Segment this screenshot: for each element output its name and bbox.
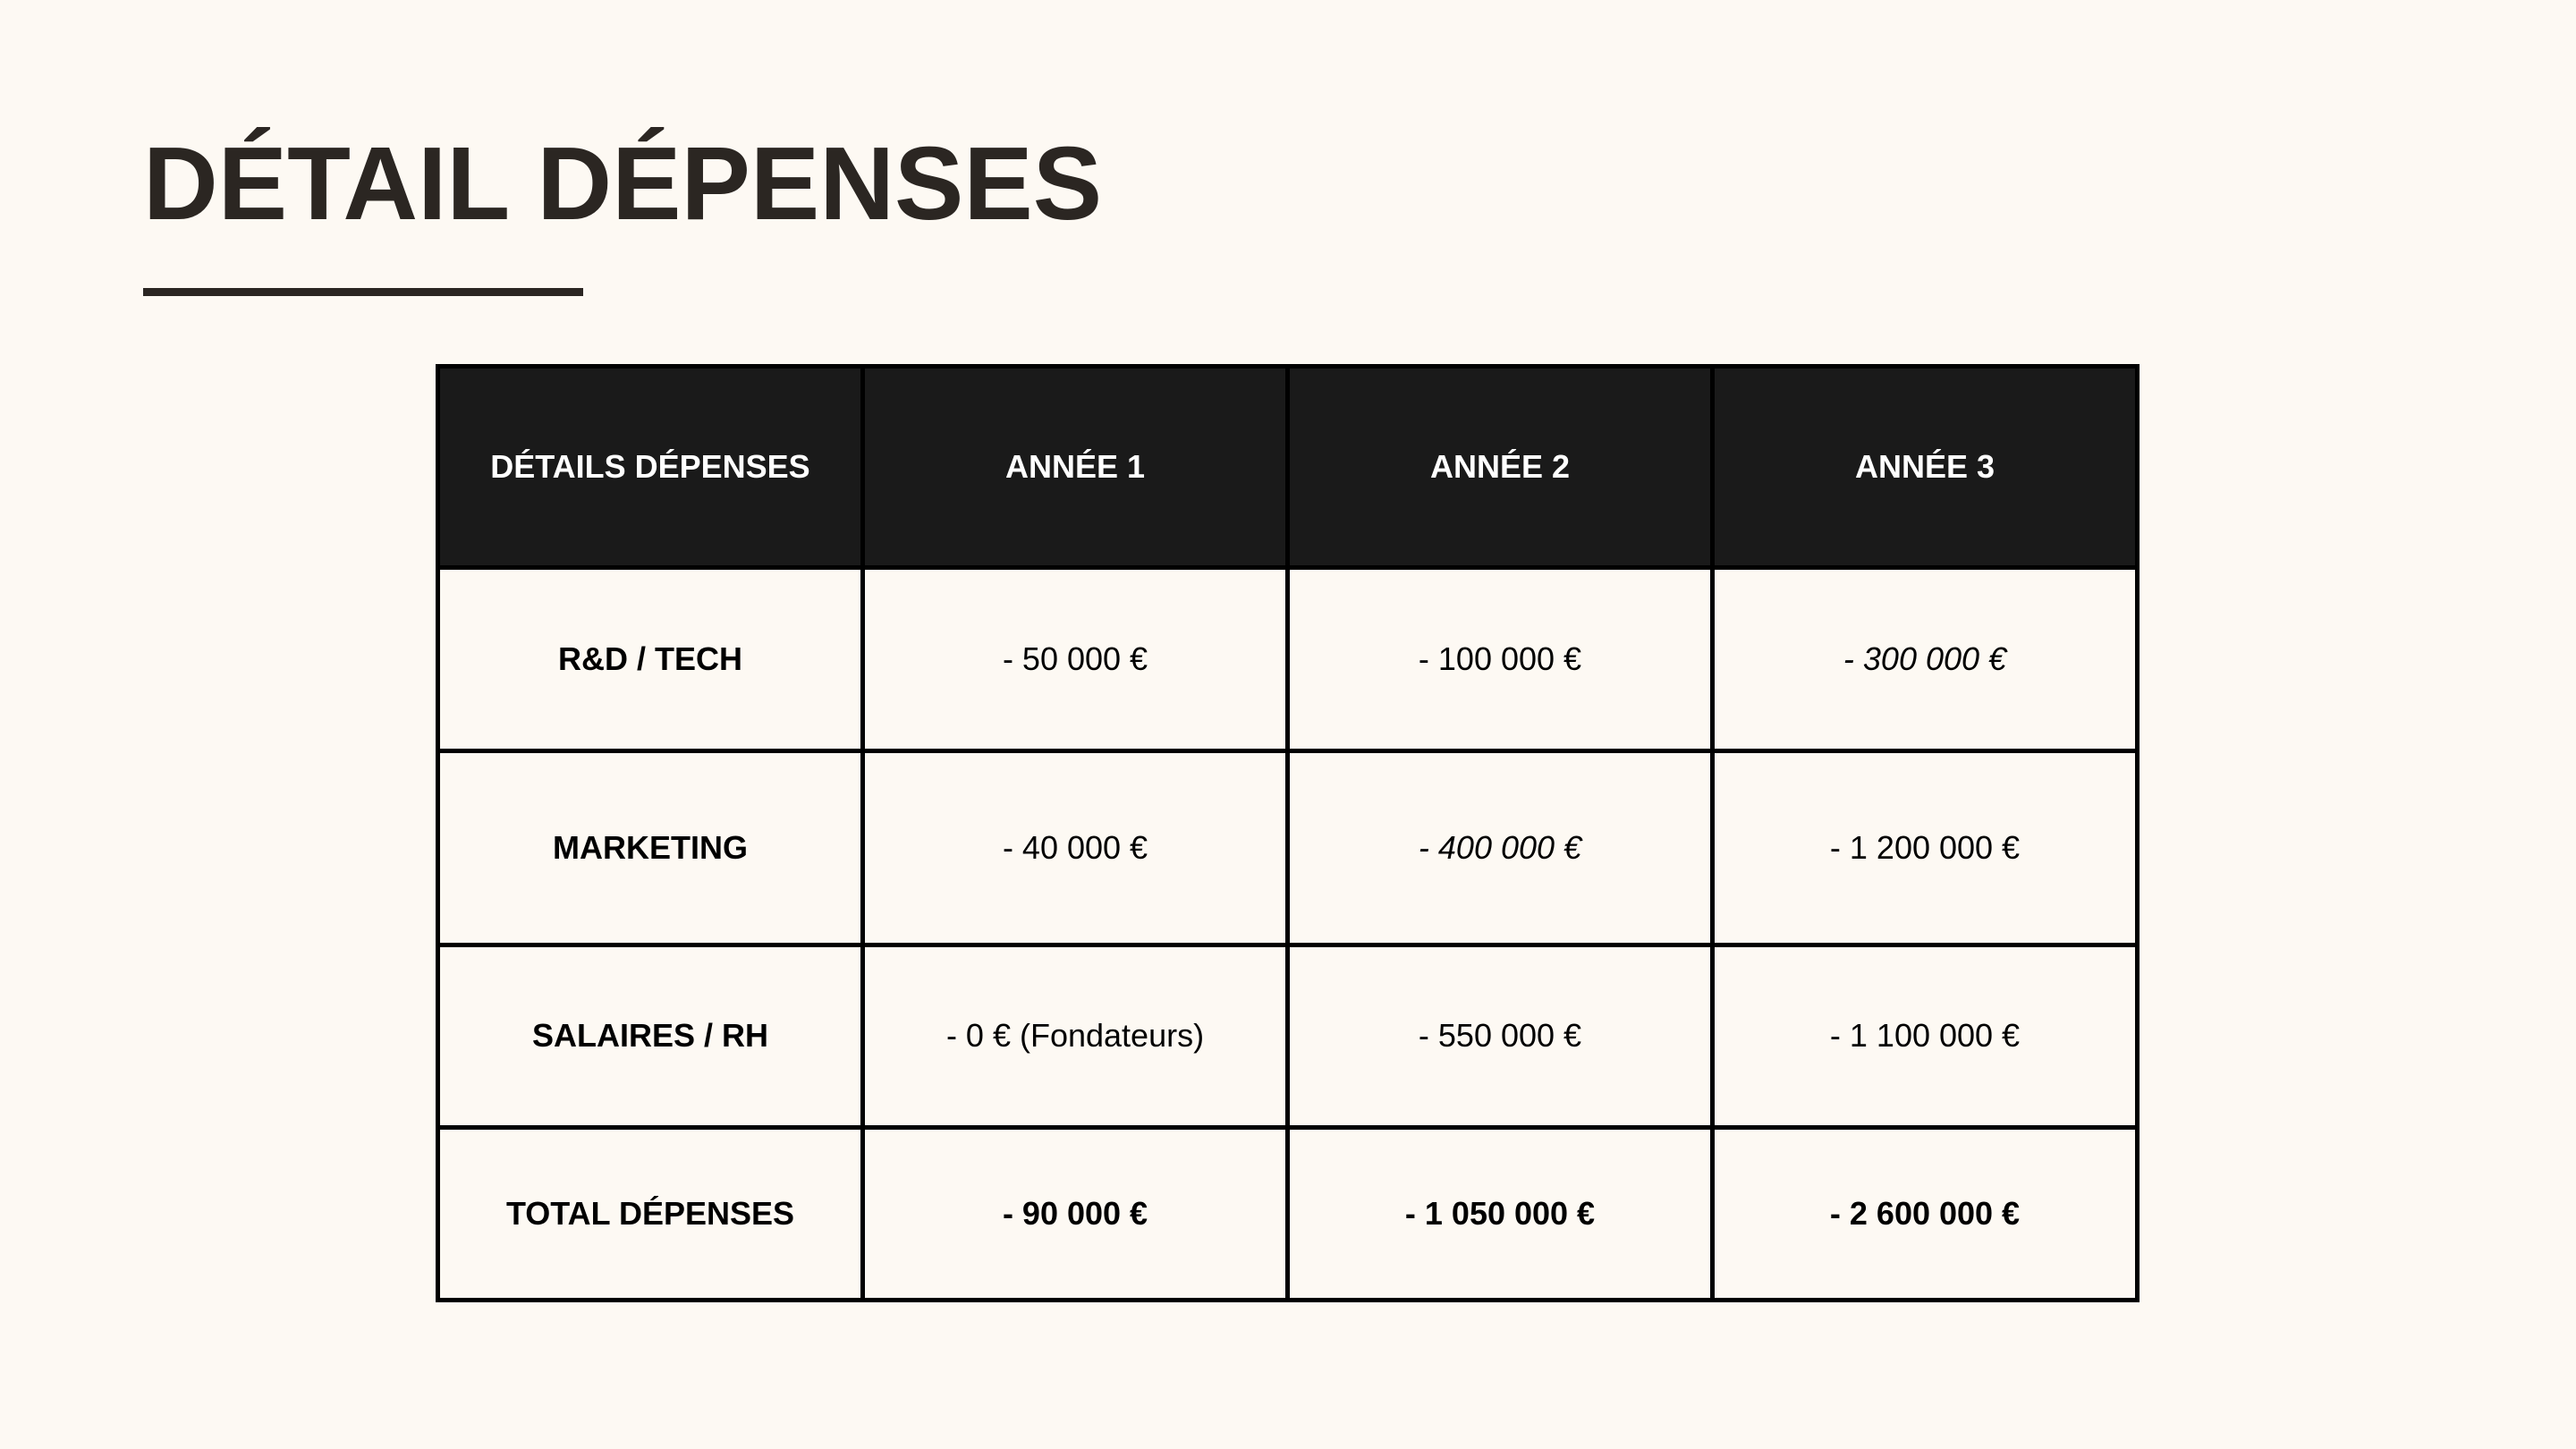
row-label-salaires-rh: SALAIRES / RH: [438, 945, 863, 1128]
table-cell: - 1 100 000 €: [1713, 945, 2138, 1128]
table-cell-total: - 1 050 000 €: [1288, 1127, 1713, 1300]
table-cell: - 400 000 €: [1288, 751, 1713, 945]
table-cell: - 0 € (Fondateurs): [863, 945, 1288, 1128]
expense-table: [436, 364, 2140, 1302]
table-row-total: [438, 1127, 2138, 1300]
table-cell-total: - 90 000 €: [863, 1127, 1288, 1300]
table-cell: - 300 000 €: [1713, 567, 2138, 751]
table-cell-total: - 2 600 000 €: [1713, 1127, 2138, 1300]
table-cell: - 50 000 €: [863, 567, 1288, 751]
row-label-marketing: MARKETING: [438, 751, 863, 945]
header-year-1: ANNÉE 1: [863, 367, 1288, 568]
row-label-rd-tech: R&D / TECH: [438, 567, 863, 751]
title-underline: [143, 288, 583, 296]
table-row: [438, 751, 2138, 945]
table-cell: - 40 000 €: [863, 751, 1288, 945]
table-row: [438, 567, 2138, 751]
table-cell: - 550 000 €: [1288, 945, 1713, 1128]
header-details: DÉTAILS DÉPENSES: [438, 367, 863, 568]
header-year-2: ANNÉE 2: [1288, 367, 1713, 568]
table-header-row: [438, 367, 2138, 568]
table-cell: - 1 200 000 €: [1713, 751, 2138, 945]
page-title: DÉTAIL DÉPENSES: [143, 125, 1103, 242]
table-cell: - 100 000 €: [1288, 567, 1713, 751]
table-row: [438, 945, 2138, 1128]
header-year-3: ANNÉE 3: [1713, 367, 2138, 568]
row-label-total: TOTAL DÉPENSES: [438, 1127, 863, 1300]
